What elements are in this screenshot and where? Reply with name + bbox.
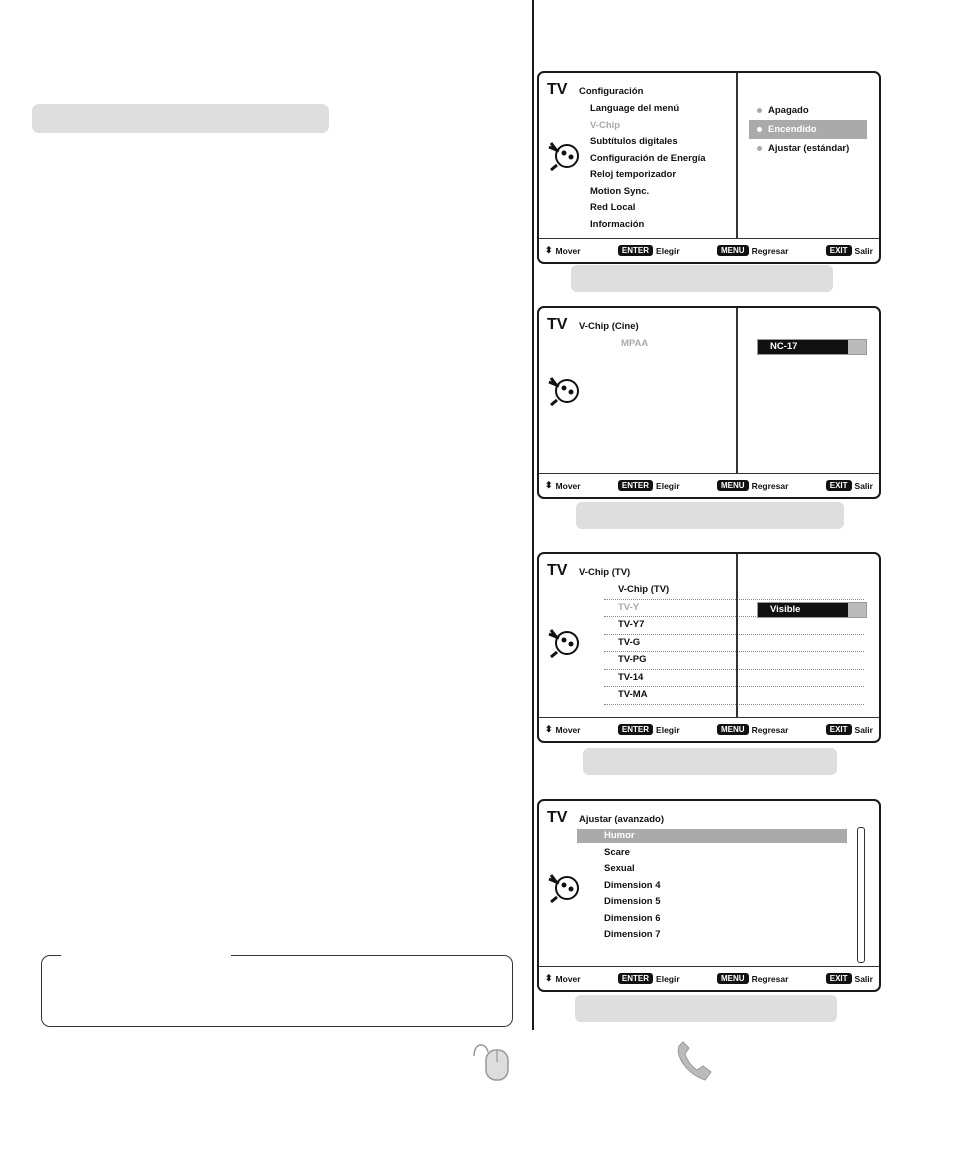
menu-item[interactable]: Language del menú	[590, 103, 680, 114]
enter-key[interactable]: ENTER	[618, 480, 653, 491]
menu-footer: ⬍ Mover ENTER Elegir MENU Regresar EXIT Salir	[539, 238, 879, 262]
caption-placeholder	[583, 748, 837, 775]
menu-key[interactable]: MENU	[717, 245, 749, 256]
exit-key[interactable]: EXIT	[826, 480, 852, 491]
option-list	[757, 101, 867, 158]
menu-item-list	[621, 336, 648, 353]
menu-item[interactable]: Sexual	[604, 863, 635, 874]
scrollbar[interactable]	[857, 827, 865, 963]
up-down-arrow-icon: ⬍	[545, 480, 553, 490]
tv-logo: TV	[547, 316, 568, 333]
menu-key[interactable]: MENU	[717, 973, 749, 984]
up-down-arrow-icon: ⬍	[545, 973, 553, 983]
note-box-title-gap	[61, 952, 231, 958]
menu-item-selected[interactable]: V-Chip	[590, 119, 621, 131]
menu-configuracion	[537, 71, 881, 264]
menu-item-selected[interactable]: TV-Y	[604, 600, 864, 618]
menu-vchip-cine	[537, 306, 881, 499]
menu-vchip-tv	[537, 552, 881, 743]
menu-title: V-Chip (Cine)	[579, 321, 639, 332]
rating-value: Visible	[770, 604, 801, 615]
column-divider	[736, 73, 738, 238]
menu-item[interactable]: TV-Y7	[604, 617, 864, 635]
robot-mascot-icon	[547, 139, 581, 171]
option-ajustar[interactable]: Ajustar (estándar)	[757, 139, 867, 158]
tv-logo: TV	[547, 81, 568, 98]
menu-footer: ⬍ Mover ENTER Elegir MENU Regresar EXIT Salir	[539, 717, 879, 741]
menu-item[interactable]: TV-MA	[604, 687, 864, 705]
menu-item[interactable]: TV-G	[604, 635, 864, 653]
caption-placeholder	[576, 502, 844, 529]
menu-title: Ajustar (avanzado)	[579, 814, 664, 825]
section-header-placeholder	[32, 104, 329, 133]
menu-item[interactable]: TV-14	[604, 670, 864, 688]
option-encendido[interactable]: Encendido	[749, 120, 867, 139]
robot-mascot-icon	[547, 626, 581, 658]
phone-icon	[673, 1040, 717, 1084]
exit-key[interactable]: EXIT	[826, 245, 852, 256]
enter-key[interactable]: ENTER	[618, 724, 653, 735]
menu-key[interactable]: MENU	[717, 480, 749, 491]
menu-item[interactable]: TV-PG	[604, 652, 864, 670]
robot-mascot-icon	[547, 871, 581, 903]
exit-key[interactable]: EXIT	[826, 973, 852, 984]
tv-logo: TV	[547, 809, 568, 826]
menu-item[interactable]: Motion Sync.	[590, 185, 650, 197]
menu-title: V-Chip (TV)	[579, 567, 631, 578]
spinner-arrows-icon[interactable]	[848, 340, 866, 354]
mouse-icon	[470, 1038, 514, 1082]
enter-key[interactable]: ENTER	[618, 245, 653, 256]
up-down-arrow-icon: ⬍	[545, 245, 553, 255]
caption-placeholder	[575, 995, 837, 1022]
menu-footer: ⬍ Mover ENTER Elegir MENU Regresar EXIT Salir	[539, 473, 879, 497]
enter-key[interactable]: ENTER	[618, 973, 653, 984]
menu-item[interactable]: Subtítulos digitales	[590, 136, 678, 147]
menu-item[interactable]: Dimension 5	[604, 896, 661, 907]
rating-selector[interactable]	[757, 602, 867, 618]
menu-item[interactable]: Dimension 6	[604, 912, 661, 924]
menu-item[interactable]: Red Local	[590, 202, 636, 213]
vertical-rule	[532, 0, 534, 1030]
radio-icon	[757, 108, 762, 113]
menu-item-list	[604, 582, 864, 705]
radio-icon	[757, 127, 762, 132]
menu-item[interactable]: V-Chip (TV)	[604, 582, 864, 600]
option-apagado[interactable]: Apagado	[757, 101, 867, 120]
rating-selector[interactable]	[757, 339, 867, 355]
menu-title: Configuración	[579, 86, 644, 97]
caption-placeholder	[571, 265, 833, 292]
spinner-arrows-icon[interactable]	[848, 603, 866, 617]
tv-logo: TV	[547, 562, 568, 579]
menu-item-selected[interactable]: Humor	[604, 830, 635, 841]
menu-item[interactable]: Configuración de Energía	[590, 152, 706, 164]
menu-key[interactable]: MENU	[717, 724, 749, 735]
menu-item[interactable]: Dimension 7	[604, 929, 661, 940]
column-divider	[736, 308, 738, 473]
menu-item-selected[interactable]: MPAA	[621, 338, 649, 349]
menu-item[interactable]: Información	[590, 218, 645, 230]
menu-item[interactable]: Dimension 4	[604, 879, 661, 891]
column-divider	[736, 554, 738, 717]
rating-value: NC-17	[770, 341, 798, 352]
radio-icon	[757, 146, 762, 151]
menu-item[interactable]: Scare	[604, 846, 630, 858]
menu-ajustar-avanzado	[537, 799, 881, 992]
note-box	[41, 955, 513, 1027]
menu-footer: ⬍ Mover ENTER Elegir MENU Regresar EXIT Salir	[539, 966, 879, 990]
menu-item[interactable]: Reloj temporizador	[590, 169, 677, 180]
exit-key[interactable]: EXIT	[826, 724, 852, 735]
menu-item-list	[590, 101, 706, 233]
robot-mascot-icon	[547, 374, 581, 406]
menu-item-list	[604, 828, 661, 944]
up-down-arrow-icon: ⬍	[545, 724, 553, 734]
